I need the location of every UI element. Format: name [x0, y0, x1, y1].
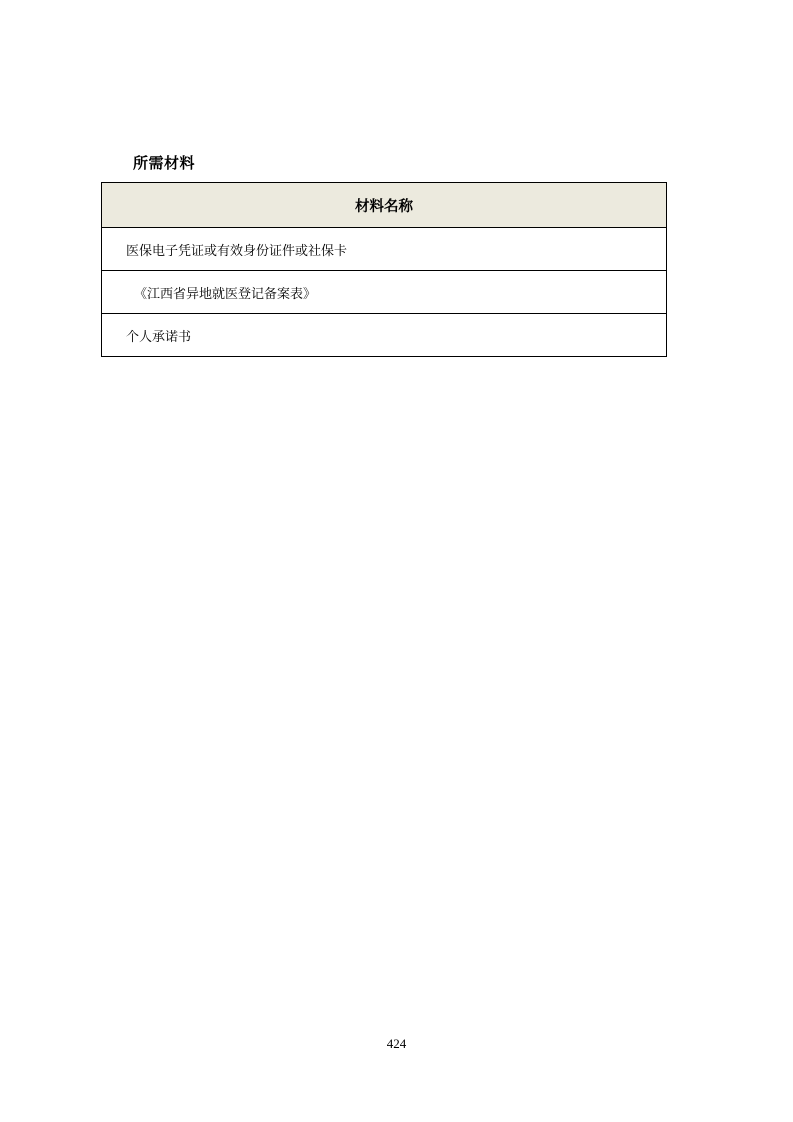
table-header-row: [102, 183, 667, 228]
material-name-cell: 医保电子凭证或有效身份证件或社保卡: [102, 228, 667, 271]
page-number: 424: [386, 1036, 407, 1051]
materials-table: [101, 182, 667, 357]
table-header: [102, 183, 667, 228]
table-body: [102, 228, 667, 357]
column-header-material-name: 材料名称: [102, 183, 667, 228]
section-heading: 所需材料: [133, 154, 196, 172]
table-row: [102, 314, 667, 357]
table-row: [102, 228, 667, 271]
table-row: [102, 271, 667, 314]
material-name-cell: 《江西省异地就医登记备案表》: [102, 271, 667, 314]
material-name-cell: 个人承诺书: [102, 314, 667, 357]
